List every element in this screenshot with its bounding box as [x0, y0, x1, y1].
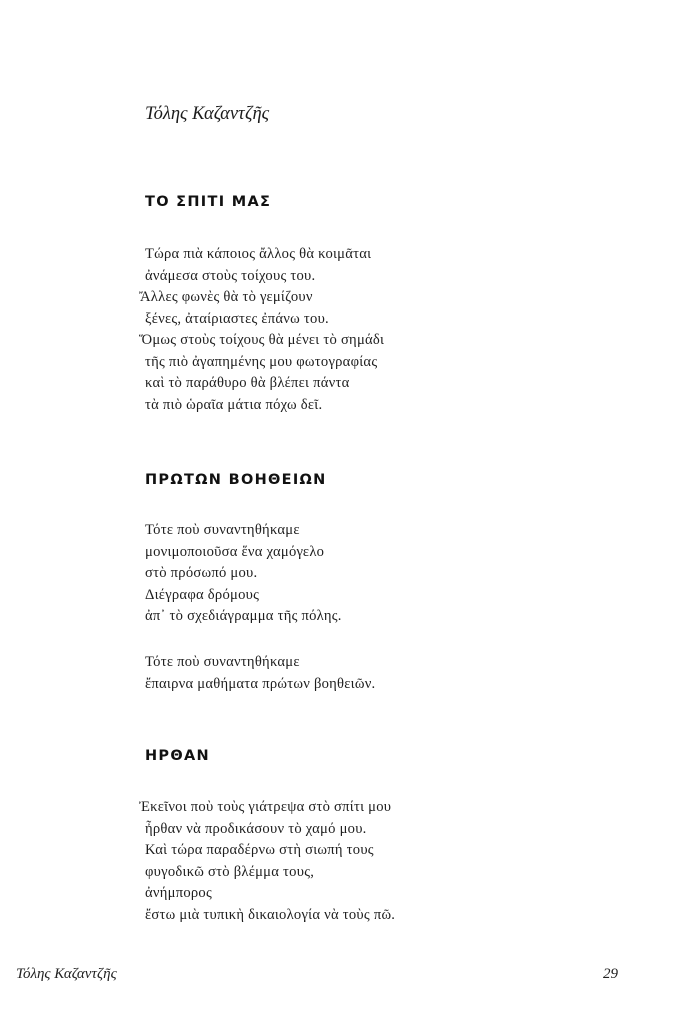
poem-title: ΠΡΩΤΩΝ ΒΟΗΘΕΙΩΝ: [145, 472, 327, 488]
footer-author: Τόλης Καζαντζῆς: [16, 966, 117, 982]
poem-stanza: [139, 244, 385, 416]
poem-line: Καὶ τώρα παραδέρνω στὴ σιωπή τους: [145, 842, 374, 858]
poem-line: τὰ πιὸ ὡραῖα μάτια πόχω δεῖ.: [145, 396, 323, 413]
poem-line: Ἄλλες φωνὲς θὰ τὸ γεμίζουν: [139, 289, 313, 305]
author-name: Τόλης Καζαντζῆς: [145, 104, 270, 124]
poem-line: Τότε ποὺ συναντηθήκαμε: [145, 654, 300, 670]
poem-line: ἀπ᾿ τὸ σχεδιάγραμμα τῆς πόλης.: [145, 608, 342, 624]
poem-line: στὸ πρόσωπό μου.: [145, 565, 258, 581]
poem-line: μονιμοποιοῦσα ἕνα χαμόγελο: [145, 543, 325, 560]
poem-line: φυγοδικῶ στὸ βλέμμα τους,: [145, 863, 315, 880]
poem-line: ἀνήμπορος: [145, 885, 212, 901]
poem-line: καὶ τὸ παράθυρο θὰ βλέπει πάντα: [145, 375, 350, 391]
poem-line: Διέγραφα δρόμους: [145, 586, 260, 603]
poem-title: ΤΟ ΣΠΙΤΙ ΜΑΣ: [145, 194, 272, 210]
poem-stanza: [145, 652, 375, 695]
poem-line: Τότε ποὺ συναντηθήκαμε: [145, 522, 300, 538]
poem-line: ἀνάμεσα στοὺς τοίχους του.: [145, 267, 316, 284]
poem-line: Ὅμως στοὺς τοίχους θὰ μένει τὸ σημάδι: [139, 332, 385, 348]
poem-stanza: [145, 520, 342, 628]
poem-line: Ἐκεῖνοι ποὺ τοὺς γιάτρεψα στὸ σπίτι μου: [139, 799, 392, 815]
poem-line: ἔπαιρνα μαθήματα πρώτων βοηθειῶν.: [145, 675, 376, 692]
page-number: 29: [603, 966, 618, 982]
poem-line: ἦρθαν νὰ προδικάσουν τὸ χαμό μου.: [145, 820, 367, 837]
poem-line: ξένες, ἀταίριαστες ἐπάνω του.: [145, 310, 329, 327]
poem-line: τῆς πιὸ ἀγαπημένης μου φωτογραφίας: [145, 353, 378, 370]
poem-line: ἔστω μιὰ τυπικὴ δικαιολογία νὰ τοὺς πῶ.: [145, 906, 396, 923]
poem-stanza: [139, 797, 396, 926]
poem-title: ΗΡΘΑΝ: [145, 748, 210, 764]
poem-line: Τώρα πιὰ κάποιος ἄλλος θὰ κοιμᾶται: [145, 246, 372, 262]
